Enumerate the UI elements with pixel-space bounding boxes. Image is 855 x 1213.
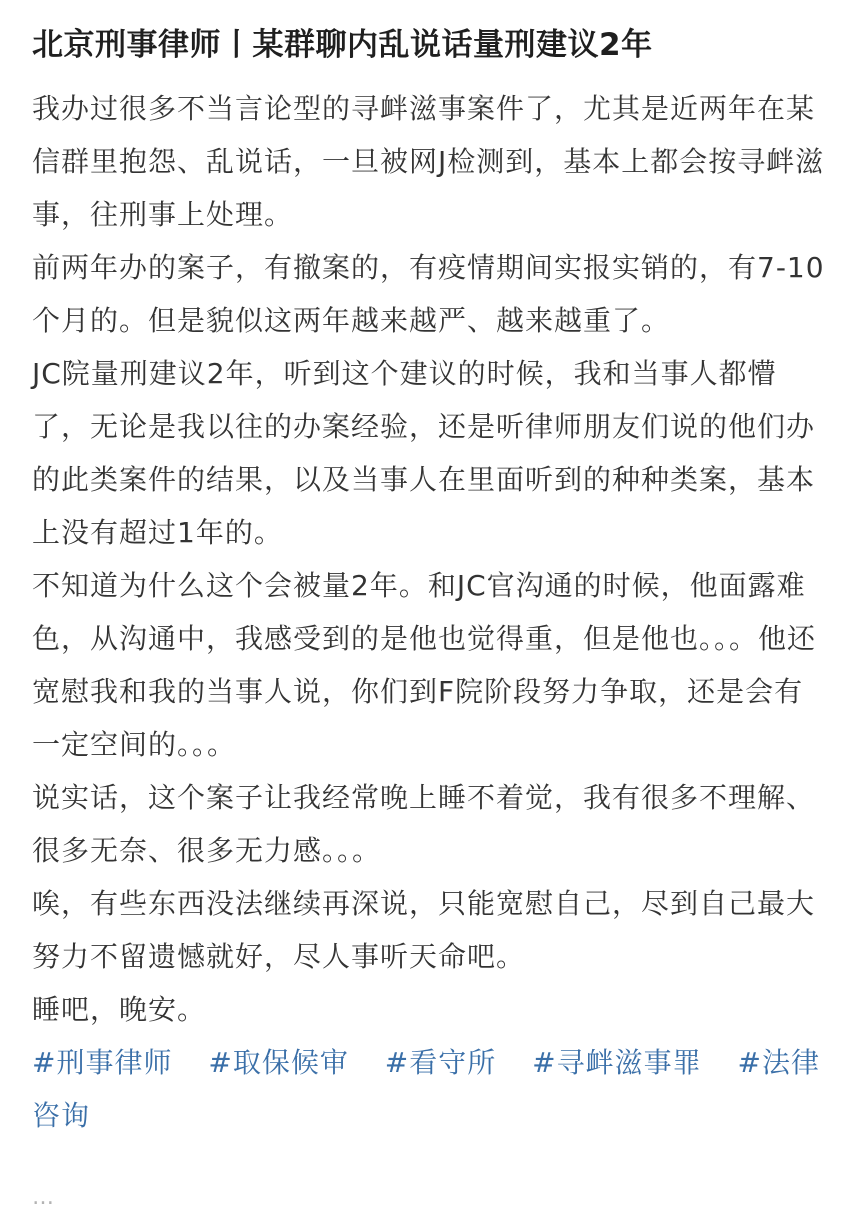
hashtag-criminal-lawyer[interactable]: #刑事律师 — [32, 1046, 173, 1079]
paragraph-3: JC院量刑建议2年，听到这个建议的时候，我和当事人都懵了，无论是我以往的办案经验，还是听律师朋友们说的他们办的此类案件的结果，以及当事人在里面听到的种种类案，基本上没有超过1年的。 — [32, 357, 816, 549]
hashtag-bail[interactable]: #取保候审 — [208, 1046, 349, 1079]
paragraph-4: 不知道为什么这个会被量2年。和JC官沟通的时候，他面露难色，从沟通中，我感受到的是他也觉得重，但是他也。。。他还宽慰我和我的当事人说，你们到F院阶段努力争取，还是会有一定空间的。。。 — [32, 569, 817, 761]
post-title: 北京刑事律师丨某群聊内乱说话量刑建议2年 — [32, 27, 653, 63]
hashtag-list — [32, 1036, 827, 1142]
hashtag-provoking-trouble[interactable]: #寻衅滋事罪 — [532, 1046, 702, 1079]
paragraph-7: 睡吧，晚安。 — [32, 993, 207, 1026]
paragraph-2: 前两年办的案子，有撤案的，有疫情期间实报实销的，有7-10个月的。但是貌似这两年越来越严、越来越重了。 — [32, 251, 825, 337]
post-body — [32, 82, 827, 1036]
hashtag-legal-consultation[interactable]: #法律咨询 — [32, 1046, 820, 1132]
footer-partial-text: … — [32, 1185, 54, 1210]
hashtag-detention-center[interactable]: #看守所 — [384, 1046, 497, 1079]
paragraph-6: 唉，有些东西没法继续再深说，只能宽慰自己，尽到自己最大努力不留遗憾就好，尽人事听天命吧。 — [32, 887, 816, 973]
paragraph-5: 说实话，这个案子让我经常晚上睡不着觉，我有很多不理解、很多无奈、很多无力感。。。 — [32, 781, 816, 867]
paragraph-1: 我办过很多不当言论型的寻衅滋事案件了，尤其是近两年在某信群里抱怨、乱说话，一旦被网J检测到，基本上都会按寻衅滋事，往刑事上处理。 — [32, 92, 825, 231]
post-content — [32, 18, 827, 1142]
